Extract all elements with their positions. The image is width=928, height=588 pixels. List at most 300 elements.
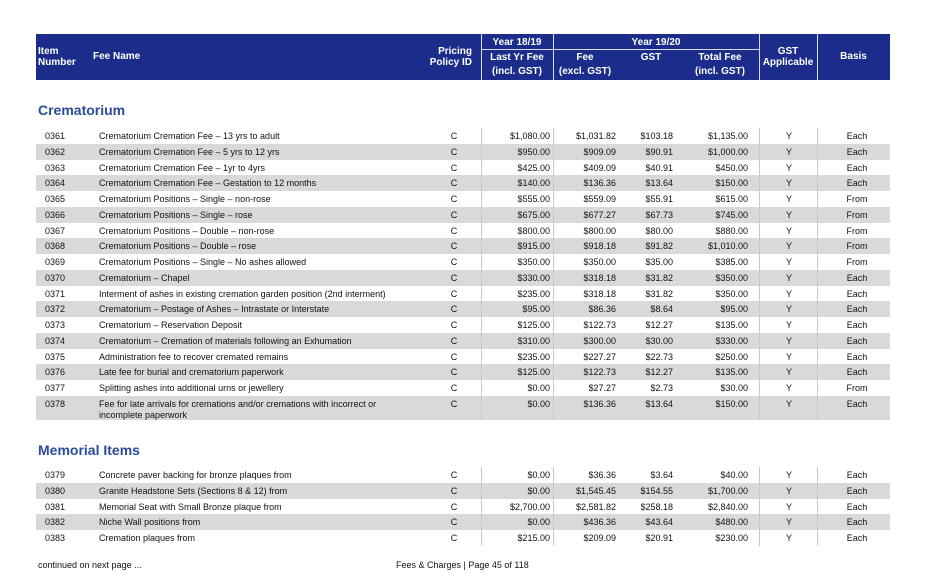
column-divider bbox=[553, 467, 554, 483]
basis: From bbox=[846, 241, 868, 252]
fee-name: Crematorium Cremation Fee – Gestation to 12 months bbox=[99, 178, 317, 189]
fee-excl-gst: $2,581.82 bbox=[575, 501, 616, 512]
item-number: 0377 bbox=[45, 383, 66, 393]
last-yr-fee: $0.00 bbox=[527, 470, 550, 480]
item-number: 0383 bbox=[45, 533, 66, 543]
fee-excl-gst: $1,031.82 bbox=[575, 131, 616, 141]
basis: Each bbox=[846, 304, 868, 315]
item-number: 0370 bbox=[45, 272, 66, 283]
column-divider bbox=[817, 128, 818, 144]
continued-note: continued on next page ... bbox=[38, 560, 142, 570]
table-row bbox=[36, 254, 890, 270]
column-divider bbox=[481, 467, 482, 483]
total-fee: $385.00 bbox=[715, 257, 748, 267]
column-divider bbox=[481, 349, 482, 365]
last-yr-fee: $125.00 bbox=[517, 320, 550, 330]
column-divider bbox=[817, 223, 818, 239]
column-divider bbox=[481, 530, 482, 546]
table-row bbox=[36, 144, 890, 160]
column-divider bbox=[553, 380, 554, 396]
header-pricing-policy: Pricing Policy ID bbox=[429, 46, 472, 68]
fee-excl-gst: $86.36 bbox=[588, 304, 616, 315]
column-divider bbox=[553, 207, 554, 223]
last-yr-fee: $140.00 bbox=[517, 178, 550, 189]
pricing-policy: C bbox=[450, 485, 458, 496]
last-yr-fee: $800.00 bbox=[517, 225, 550, 236]
fee-name: Crematorium Positions – Single – No ashes allowed bbox=[99, 257, 307, 267]
gst-amount: $90.91 bbox=[645, 146, 673, 157]
total-fee: $40.00 bbox=[720, 470, 748, 480]
basis: Each bbox=[846, 146, 868, 157]
section-title-memorial-items: Memorial Items bbox=[38, 442, 140, 458]
fee-excl-gst: $677.27 bbox=[583, 209, 616, 220]
last-yr-fee: $555.00 bbox=[517, 194, 550, 204]
column-divider bbox=[553, 144, 554, 160]
column-divider bbox=[817, 380, 818, 396]
column-divider bbox=[817, 349, 818, 365]
total-fee: $30.00 bbox=[720, 383, 748, 393]
fee-name: Niche Wall positions from bbox=[99, 517, 201, 528]
column-divider bbox=[817, 191, 818, 207]
column-divider bbox=[553, 364, 554, 380]
basis: From bbox=[846, 383, 868, 393]
column-divider bbox=[481, 191, 482, 207]
column-divider bbox=[759, 207, 760, 223]
fee-excl-gst: $559.09 bbox=[583, 194, 616, 204]
total-fee: $95.00 bbox=[720, 304, 748, 315]
table-row bbox=[36, 467, 890, 483]
table-row bbox=[36, 128, 890, 144]
total-fee: $135.00 bbox=[715, 320, 748, 330]
pricing-policy: C bbox=[450, 367, 458, 378]
last-yr-fee: $95.00 bbox=[522, 304, 550, 315]
basis: Each bbox=[846, 351, 868, 362]
table-row bbox=[36, 483, 890, 499]
pricing-policy: C bbox=[450, 162, 458, 173]
item-number: 0379 bbox=[45, 470, 66, 480]
fee-name: Fee for late arrivals for cremations and/or cremations with incorrect or incomplete paperwork bbox=[99, 398, 377, 420]
column-divider bbox=[553, 349, 554, 365]
column-divider bbox=[817, 144, 818, 160]
gst-applicable: Y bbox=[785, 320, 792, 330]
column-divider bbox=[817, 160, 818, 176]
basis: From bbox=[846, 225, 868, 236]
pricing-policy: C bbox=[450, 194, 458, 204]
column-divider bbox=[553, 317, 554, 333]
page-info: Fees & Charges | Page 45 of 118 bbox=[396, 560, 529, 570]
last-yr-fee: $310.00 bbox=[517, 335, 550, 346]
fee-name: Crematorium Cremation Fee – 13 yrs to adult bbox=[99, 131, 280, 141]
gst-applicable: Y bbox=[785, 470, 792, 480]
gst-applicable: Y bbox=[785, 398, 792, 409]
fee-name: Memorial Seat with Small Bronze plaque from bbox=[99, 501, 282, 512]
column-divider bbox=[759, 223, 760, 239]
column-divider bbox=[553, 270, 554, 286]
gst-applicable: Y bbox=[785, 485, 792, 496]
item-number: 0369 bbox=[45, 257, 66, 267]
basis: Each bbox=[846, 470, 868, 480]
basis: Each bbox=[846, 272, 868, 283]
pricing-policy: C bbox=[450, 383, 458, 393]
gst-applicable: Y bbox=[785, 533, 792, 543]
total-fee: $350.00 bbox=[715, 272, 748, 283]
gst-amount: $30.00 bbox=[645, 335, 673, 346]
column-divider bbox=[817, 467, 818, 483]
fee-name: Crematorium – Cremation of materials following an Exhumation bbox=[99, 335, 352, 346]
gst-applicable: Y bbox=[785, 272, 792, 283]
table-row bbox=[36, 514, 890, 530]
header-year-1920: Year 19/20 bbox=[631, 37, 681, 48]
fee-excl-gst: $136.36 bbox=[583, 178, 616, 189]
table-row bbox=[36, 191, 890, 207]
column-divider bbox=[481, 380, 482, 396]
fee-excl-gst: $1,545.45 bbox=[575, 485, 616, 496]
column-divider bbox=[553, 286, 554, 302]
item-number: 0378 bbox=[45, 398, 66, 409]
item-number: 0382 bbox=[45, 517, 66, 528]
total-fee: $1,010.00 bbox=[707, 241, 748, 252]
column-divider bbox=[481, 286, 482, 302]
column-divider bbox=[759, 467, 760, 483]
table-row bbox=[36, 301, 890, 317]
gst-applicable: Y bbox=[785, 241, 792, 252]
column-divider bbox=[553, 191, 554, 207]
pricing-policy: C bbox=[450, 517, 458, 528]
gst-amount: $154.55 bbox=[640, 485, 673, 496]
gst-amount: $55.91 bbox=[645, 194, 673, 204]
pricing-policy: C bbox=[450, 398, 458, 409]
pricing-policy: C bbox=[450, 501, 458, 512]
header-gst-applicable: GST Applicable bbox=[762, 46, 814, 68]
total-fee: $150.00 bbox=[715, 398, 748, 409]
column-divider bbox=[481, 483, 482, 499]
fee-excl-gst: $227.27 bbox=[583, 351, 616, 362]
gst-amount: $3.64 bbox=[650, 470, 673, 480]
fee-excl-gst: $122.73 bbox=[583, 367, 616, 378]
column-divider bbox=[481, 270, 482, 286]
fee-excl-gst: $409.09 bbox=[583, 162, 616, 173]
item-number: 0364 bbox=[45, 178, 66, 189]
column-divider bbox=[759, 175, 760, 191]
column-divider bbox=[759, 317, 760, 333]
column-divider bbox=[481, 317, 482, 333]
column-divider bbox=[481, 514, 482, 530]
fee-excl-gst: $800.00 bbox=[583, 225, 616, 236]
last-yr-fee: $2,700.00 bbox=[509, 501, 550, 512]
column-divider bbox=[759, 301, 760, 317]
header-total-fee: Total Fee bbox=[698, 52, 742, 63]
gst-applicable: Y bbox=[785, 194, 792, 204]
gst-amount: $31.82 bbox=[645, 272, 673, 283]
gst-applicable: Y bbox=[785, 257, 792, 267]
fee-excl-gst: $318.18 bbox=[583, 272, 616, 283]
item-number: 0380 bbox=[45, 485, 66, 496]
column-divider bbox=[553, 499, 554, 515]
fee-excl-gst: $300.00 bbox=[583, 335, 616, 346]
column-divider bbox=[553, 396, 554, 420]
total-fee: $1,135.00 bbox=[707, 131, 748, 141]
gst-amount: $103.18 bbox=[640, 131, 673, 141]
fee-name: Crematorium Cremation Fee – 5 yrs to 12 yrs bbox=[99, 146, 280, 157]
fee-name: Crematorium Positions – Double – rose bbox=[99, 241, 257, 252]
pricing-policy: C bbox=[450, 225, 458, 236]
basis: Each bbox=[846, 533, 868, 543]
fee-name: Crematorium Positions – Single – non-rose bbox=[99, 194, 271, 204]
column-divider bbox=[817, 270, 818, 286]
item-number: 0362 bbox=[45, 146, 66, 157]
last-yr-fee: $0.00 bbox=[527, 485, 550, 496]
header-excl-gst: (excl. GST) bbox=[558, 66, 612, 77]
table-row bbox=[36, 207, 890, 223]
gst-applicable: Y bbox=[785, 383, 792, 393]
item-number: 0361 bbox=[45, 131, 66, 141]
last-yr-fee: $915.00 bbox=[517, 241, 550, 252]
table-row bbox=[36, 499, 890, 515]
gst-amount: $80.00 bbox=[645, 225, 673, 236]
total-fee: $230.00 bbox=[715, 533, 748, 543]
basis: Each bbox=[846, 162, 868, 173]
column-divider bbox=[759, 160, 760, 176]
last-yr-fee: $0.00 bbox=[527, 517, 550, 528]
pricing-policy: C bbox=[450, 131, 458, 141]
gst-amount: $12.27 bbox=[645, 320, 673, 330]
column-divider bbox=[553, 128, 554, 144]
column-divider bbox=[817, 286, 818, 302]
fee-name: Crematorium – Chapel bbox=[99, 272, 190, 283]
column-divider bbox=[817, 301, 818, 317]
total-fee: $2,840.00 bbox=[707, 501, 748, 512]
column-divider bbox=[481, 175, 482, 191]
pricing-policy: C bbox=[450, 320, 458, 330]
column-divider bbox=[817, 207, 818, 223]
fee-excl-gst: $318.18 bbox=[583, 288, 616, 299]
table-row bbox=[36, 396, 890, 420]
pricing-policy: C bbox=[450, 470, 458, 480]
total-fee: $350.00 bbox=[715, 288, 748, 299]
gst-amount: $13.64 bbox=[645, 178, 673, 189]
column-divider bbox=[817, 364, 818, 380]
item-number: 0363 bbox=[45, 162, 66, 173]
fee-excl-gst: $122.73 bbox=[583, 320, 616, 330]
table-row bbox=[36, 349, 890, 365]
column-divider bbox=[759, 349, 760, 365]
column-divider bbox=[553, 514, 554, 530]
column-divider bbox=[553, 333, 554, 349]
gst-amount: $8.64 bbox=[650, 304, 673, 315]
item-number: 0365 bbox=[45, 194, 66, 204]
item-number: 0381 bbox=[45, 501, 66, 512]
gst-applicable: Y bbox=[785, 517, 792, 528]
total-fee: $1,000.00 bbox=[707, 146, 748, 157]
column-divider bbox=[481, 333, 482, 349]
last-yr-fee: $350.00 bbox=[517, 257, 550, 267]
basis: Each bbox=[846, 335, 868, 346]
pricing-policy: C bbox=[450, 304, 458, 315]
column-divider bbox=[553, 175, 554, 191]
basis: Each bbox=[846, 367, 868, 378]
basis: Each bbox=[846, 485, 868, 496]
fee-excl-gst: $436.36 bbox=[583, 517, 616, 528]
pricing-policy: C bbox=[450, 257, 458, 267]
last-yr-fee: $675.00 bbox=[517, 209, 550, 220]
column-divider bbox=[481, 364, 482, 380]
fee-name: Crematorium – Reservation Deposit bbox=[99, 320, 243, 330]
column-divider bbox=[481, 207, 482, 223]
gst-applicable: Y bbox=[785, 304, 792, 315]
column-divider bbox=[817, 483, 818, 499]
column-divider bbox=[759, 483, 760, 499]
header-basis: Basis bbox=[840, 51, 867, 62]
item-number: 0367 bbox=[45, 225, 66, 236]
header-fee-name: Fee Name bbox=[93, 51, 141, 62]
column-divider bbox=[817, 317, 818, 333]
gst-applicable: Y bbox=[785, 225, 792, 236]
pricing-policy: C bbox=[450, 146, 458, 157]
column-divider bbox=[481, 499, 482, 515]
total-fee: $615.00 bbox=[715, 194, 748, 204]
fee-name: Concrete paver backing for bronze plaques from bbox=[99, 470, 292, 480]
table-row bbox=[36, 530, 890, 546]
column-divider bbox=[759, 364, 760, 380]
column-divider bbox=[817, 499, 818, 515]
gst-amount: $20.91 bbox=[645, 533, 673, 543]
column-divider bbox=[481, 301, 482, 317]
basis: Each bbox=[846, 131, 868, 141]
last-yr-fee: $950.00 bbox=[517, 146, 550, 157]
column-divider bbox=[817, 175, 818, 191]
gst-amount: $91.82 bbox=[645, 241, 673, 252]
fee-name: Administration fee to recover cremated remains bbox=[99, 351, 289, 362]
table-row bbox=[36, 317, 890, 333]
item-number: 0375 bbox=[45, 351, 66, 362]
gst-amount: $67.73 bbox=[645, 209, 673, 220]
fee-excl-gst: $36.36 bbox=[588, 470, 616, 480]
basis: Each bbox=[846, 398, 868, 409]
last-yr-fee: $0.00 bbox=[527, 383, 550, 393]
fee-name: Granite Headstone Sets (Sections 8 & 12) from bbox=[99, 485, 288, 496]
table-header bbox=[36, 34, 890, 80]
column-divider bbox=[481, 396, 482, 420]
fee-name: Crematorium Cremation Fee – 1yr to 4yrs bbox=[99, 162, 266, 173]
last-yr-fee: $330.00 bbox=[517, 272, 550, 283]
column-divider bbox=[759, 530, 760, 546]
table-row bbox=[36, 238, 890, 254]
item-number: 0374 bbox=[45, 335, 66, 346]
item-number: 0373 bbox=[45, 320, 66, 330]
header-last-yr-fee: Last Yr Fee bbox=[490, 52, 544, 63]
gst-amount: $35.00 bbox=[645, 257, 673, 267]
gst-amount: $31.82 bbox=[645, 288, 673, 299]
fee-name: Late fee for burial and crematorium paperwork bbox=[99, 367, 284, 378]
table-row bbox=[36, 364, 890, 380]
column-divider bbox=[759, 270, 760, 286]
header-fee: Fee bbox=[576, 52, 594, 63]
table-row bbox=[36, 175, 890, 191]
column-divider bbox=[553, 301, 554, 317]
pricing-policy: C bbox=[450, 288, 458, 299]
fee-excl-gst: $918.18 bbox=[583, 241, 616, 252]
fee-excl-gst: $209.09 bbox=[583, 533, 616, 543]
last-yr-fee: $1,080.00 bbox=[509, 131, 550, 141]
column-divider bbox=[817, 530, 818, 546]
column-divider bbox=[481, 238, 482, 254]
gst-applicable: Y bbox=[785, 209, 792, 220]
gst-amount: $22.73 bbox=[645, 351, 673, 362]
basis: Each bbox=[846, 178, 868, 189]
fee-name: Crematorium Positions – Double – non-rose bbox=[99, 225, 275, 236]
gst-applicable: Y bbox=[785, 178, 792, 189]
column-divider bbox=[759, 499, 760, 515]
column-divider bbox=[553, 254, 554, 270]
fee-excl-gst: $909.09 bbox=[583, 146, 616, 157]
column-divider bbox=[481, 254, 482, 270]
basis: Each bbox=[846, 517, 868, 528]
pricing-policy: C bbox=[450, 209, 458, 220]
pricing-policy: C bbox=[450, 178, 458, 189]
fee-excl-gst: $27.27 bbox=[588, 383, 616, 393]
header-divider bbox=[481, 49, 553, 50]
fee-name: Crematorium – Postage of Ashes – Intrastate or Interstate bbox=[99, 304, 330, 315]
last-yr-fee: $0.00 bbox=[527, 398, 550, 409]
column-divider bbox=[817, 514, 818, 530]
table-row bbox=[36, 333, 890, 349]
last-yr-fee: $125.00 bbox=[517, 367, 550, 378]
gst-amount: $258.18 bbox=[640, 501, 673, 512]
gst-applicable: Y bbox=[785, 501, 792, 512]
table-row bbox=[36, 270, 890, 286]
column-divider bbox=[759, 396, 760, 420]
total-fee: $150.00 bbox=[715, 178, 748, 189]
total-fee: $135.00 bbox=[715, 367, 748, 378]
column-divider bbox=[759, 191, 760, 207]
gst-applicable: Y bbox=[785, 131, 792, 141]
column-divider bbox=[817, 238, 818, 254]
column-divider bbox=[481, 128, 482, 144]
header-divider bbox=[553, 49, 759, 50]
fee-excl-gst: $136.36 bbox=[583, 398, 616, 409]
basis: From bbox=[846, 194, 868, 204]
last-yr-fee: $425.00 bbox=[517, 162, 550, 173]
total-fee: $1,700.00 bbox=[707, 485, 748, 496]
last-yr-fee: $235.00 bbox=[517, 351, 550, 362]
gst-amount: $12.27 bbox=[645, 367, 673, 378]
gst-amount: $40.91 bbox=[645, 162, 673, 173]
column-divider bbox=[759, 514, 760, 530]
column-divider bbox=[759, 286, 760, 302]
column-divider bbox=[553, 238, 554, 254]
gst-applicable: Y bbox=[785, 351, 792, 362]
basis: From bbox=[846, 257, 868, 267]
pricing-policy: C bbox=[450, 351, 458, 362]
fee-name: Splitting ashes into additional urns or jewellery bbox=[99, 383, 284, 393]
column-divider bbox=[759, 128, 760, 144]
total-fee: $450.00 bbox=[715, 162, 748, 173]
total-fee: $880.00 bbox=[715, 225, 748, 236]
gst-amount: $43.64 bbox=[645, 517, 673, 528]
column-divider bbox=[759, 333, 760, 349]
section-title-crematorium: Crematorium bbox=[38, 102, 126, 118]
item-number: 0371 bbox=[45, 288, 66, 299]
basis: Each bbox=[846, 288, 868, 299]
header-gst: GST bbox=[640, 52, 662, 63]
column-divider bbox=[481, 144, 482, 160]
header-item-number: Item Number bbox=[38, 46, 76, 68]
pricing-policy: C bbox=[450, 533, 458, 543]
table-row bbox=[36, 380, 890, 396]
column-divider bbox=[481, 160, 482, 176]
column-divider bbox=[817, 396, 818, 420]
item-number: 0372 bbox=[45, 304, 66, 315]
